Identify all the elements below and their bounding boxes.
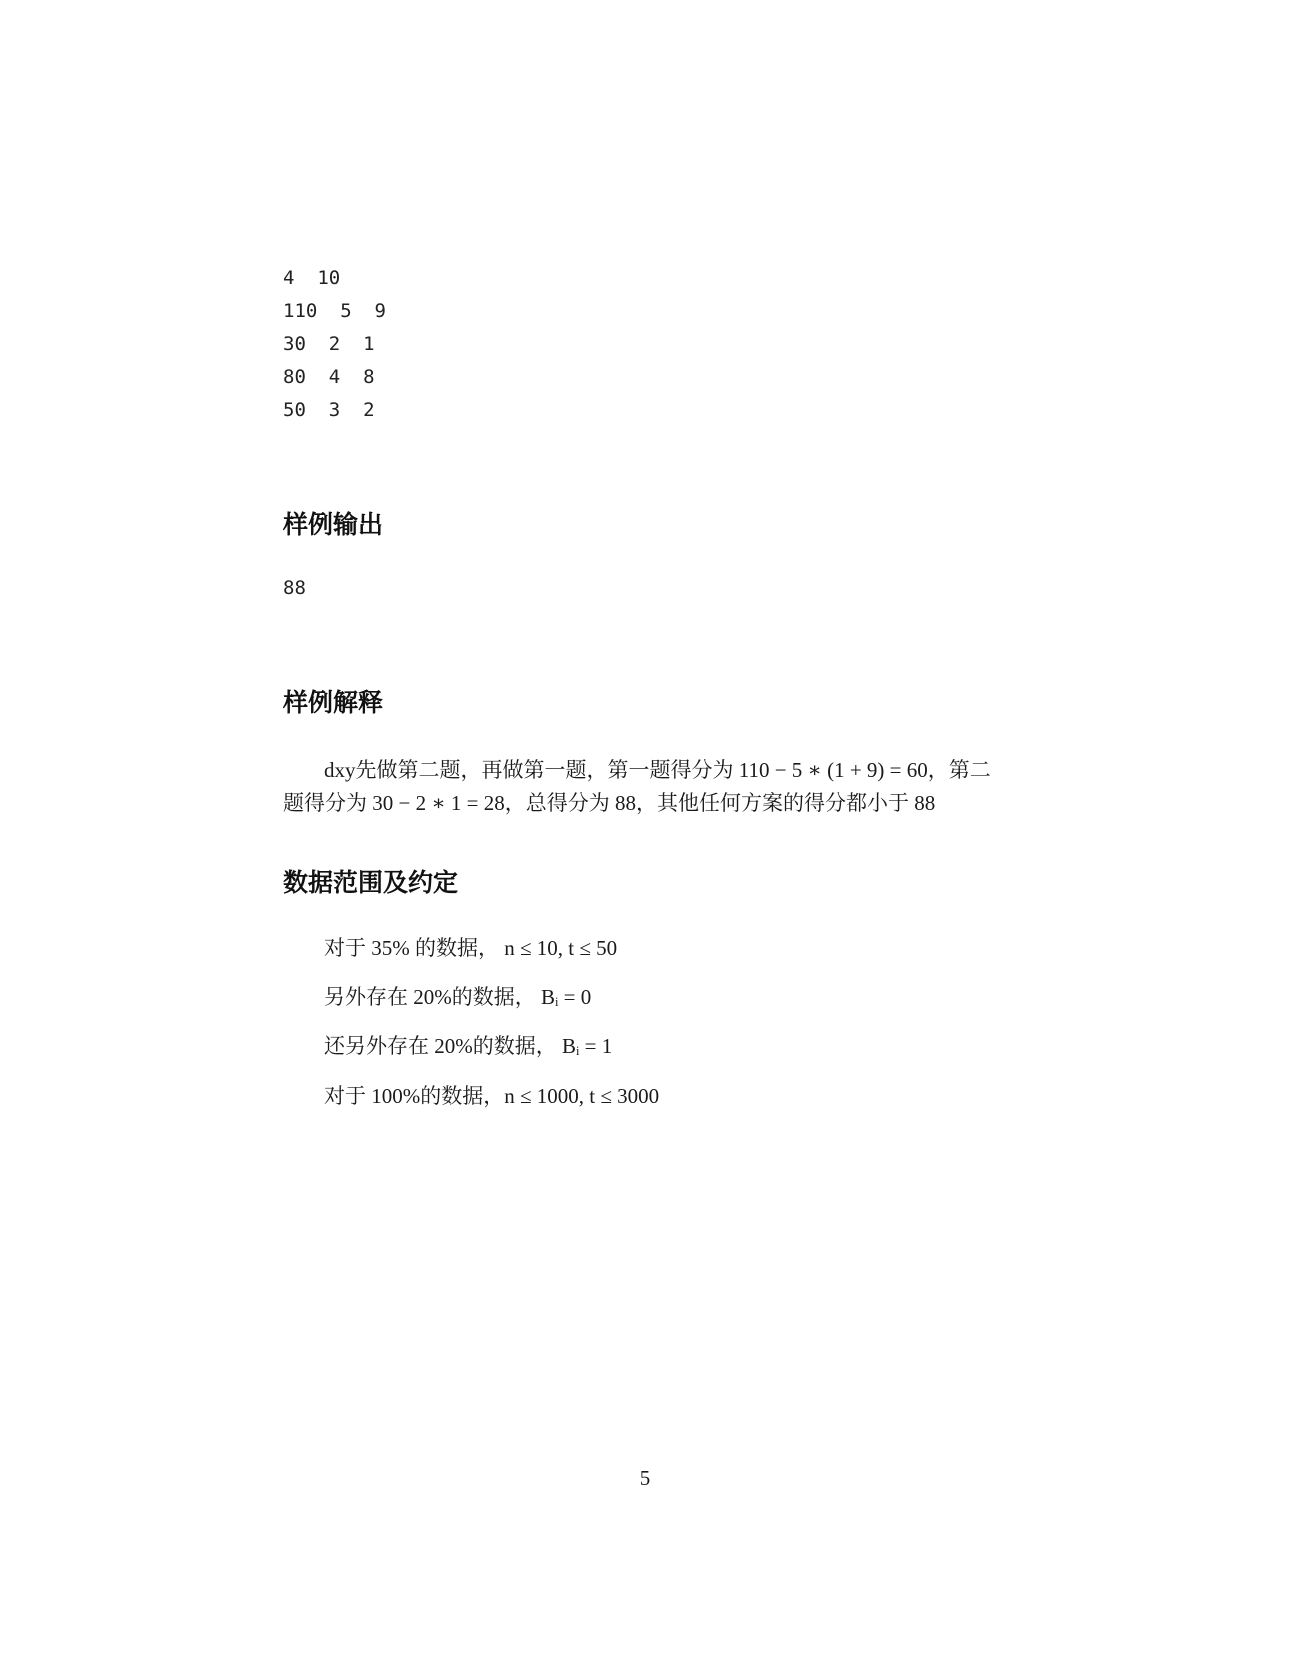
page-number: 5 bbox=[639, 1466, 651, 1490]
sample-input-line: 80 4 8 bbox=[283, 366, 375, 388]
sample-output-value: 88 bbox=[283, 577, 306, 599]
sample-output-heading: 样例输出 bbox=[283, 510, 384, 539]
sample-input-line: 30 2 1 bbox=[283, 333, 375, 355]
data-range-line: 对于 35% 的数据， n ≤ 10, t ≤ 50 bbox=[324, 936, 618, 960]
sample-explanation-line-1: dxy先做第二题，再做第一题，第一题得分为 110 − 5 ∗ (1 + 9) = 60，第二 bbox=[324, 758, 991, 782]
sample-input-line: 50 3 2 bbox=[283, 399, 375, 421]
data-range-line: 另外存在 20%的数据， Bᵢ = 0 bbox=[324, 985, 592, 1009]
data-range-line: 还另外存在 20%的数据， Bᵢ = 1 bbox=[324, 1034, 613, 1058]
data-range-line: 对于 100%的数据，n ≤ 1000, t ≤ 3000 bbox=[324, 1084, 660, 1108]
sample-input-line: 110 5 9 bbox=[283, 300, 386, 322]
sample-input-line: 4 10 bbox=[283, 267, 341, 289]
data-range-heading: 数据范围及约定 bbox=[283, 868, 459, 897]
sample-explanation-heading: 样例解释 bbox=[283, 688, 384, 717]
sample-explanation-line-2: 题得分为 30 − 2 ∗ 1 = 28，总得分为 88，其他任何方案的得分都小于 88 bbox=[283, 791, 936, 815]
